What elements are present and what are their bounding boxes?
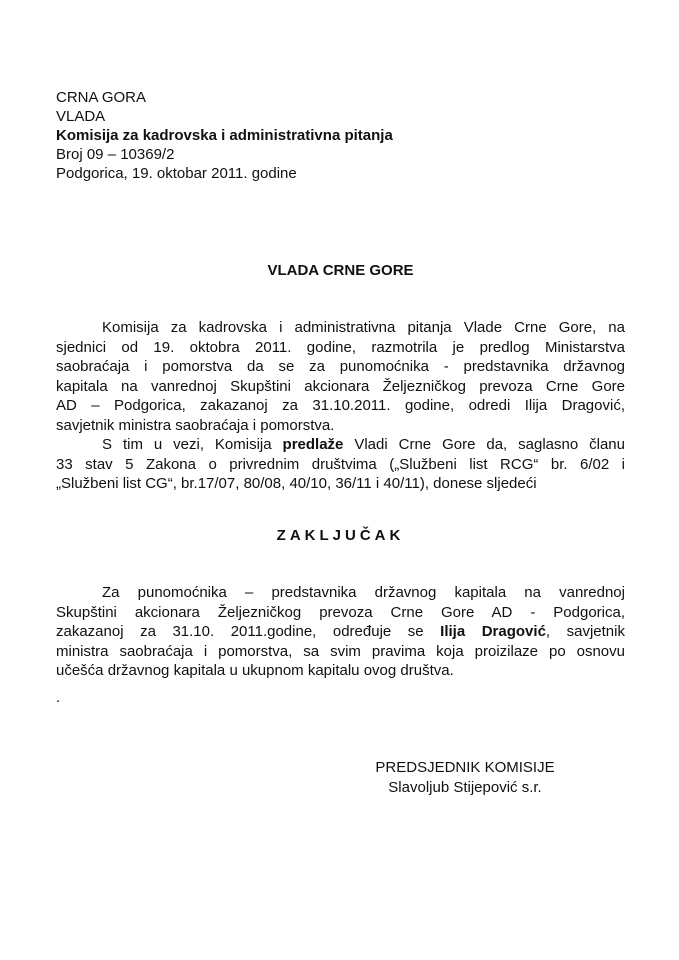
conclusion-line: učešća državnog kapitala u ukupnom kapitalu ovog društva.: [56, 662, 454, 679]
conclusion-title-text: ZAKLJUČAK: [276, 527, 405, 544]
conclusion-title: [56, 527, 625, 544]
text: Vladi Crne Gore da, saglasno članu: [343, 436, 625, 453]
intro-line: AD – Podgorica, zakazanoj za 31.10.2011. godine, odredi Ilija Dragović,: [56, 397, 625, 414]
conclusion-line: [56, 622, 625, 642]
intro-line: saobraćaja i pomorstva da se za punomoćnika - predstavnika državnog: [56, 358, 625, 375]
proposal-line: 33 stav 5 Zakona o privrednim društvima („Službeni list RCG“ br. 6/02 i: [56, 455, 625, 473]
header-country: CRNA GORA: [56, 89, 147, 106]
conclusion-line: ministra saobraćaja i pomorstva, sa svim pravima koja proizilaze po osnovu: [56, 642, 625, 660]
header-commission: Komisija za kadrovska i administrativna pitanja: [56, 127, 393, 144]
text: S tim u vezi, Komisija: [102, 436, 283, 453]
text: zakazanoj za 31.10. 2011.godine, određuje se: [56, 623, 441, 640]
proposal-line: [56, 435, 625, 455]
signature-name: Slavoljub Stijepović s.r.: [388, 778, 542, 796]
header-government: VLADA: [56, 108, 106, 125]
conclusion-line: Skupštini akcionara Željezničkog prevoza Crne Gore AD - Podgorica,: [56, 603, 625, 621]
header-number: Broj 09 – 10369/2: [56, 146, 175, 163]
conclusion-line: Za punomoćnika – predstavnika državnog kapitala na vanrednoj: [102, 584, 625, 601]
intro-line: kapitala na vanrednoj Skupštini akcionara Željezničkog prevoza Crne Gore: [56, 377, 625, 395]
signature-block: [330, 758, 600, 797]
intro-line: sjednici od 19. oktobra 2011. godine, razmotrila je predlog Ministarstva: [56, 338, 625, 356]
text: , savjetnik: [545, 623, 625, 640]
bold-text: predlaže: [282, 436, 344, 453]
proposal-line: „Službeni list CG“, br.17/07, 80/08, 40/10, 36/11 i 40/11), donese sljedeći: [56, 475, 537, 492]
bold-text: Ilija Dragović: [440, 623, 546, 640]
intro-line: savjetnik ministra saobraćaja i pomorstva.: [56, 416, 335, 434]
trailing-dot: .: [56, 688, 61, 706]
document-header: [56, 88, 625, 183]
addressee-title: VLADA CRNE GORE: [267, 262, 414, 279]
intro-line: Komisija za kadrovska i administrativna pitanja Vlade Crne Gore, na: [102, 319, 625, 336]
intro-paragraph: [56, 318, 625, 494]
header-place-date: Podgorica, 19. oktobar 2011. godine: [56, 165, 297, 182]
conclusion-paragraph: [56, 583, 625, 707]
signature-role: PREDSJEDNIK KOMISIJE: [375, 759, 555, 776]
